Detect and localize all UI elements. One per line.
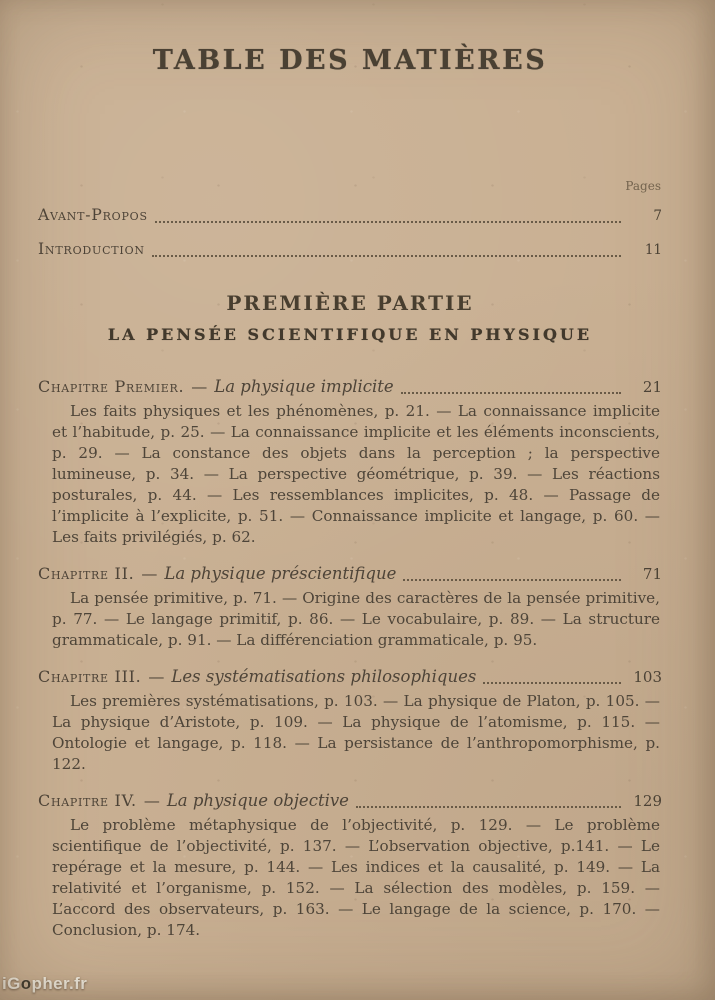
page-number: 11 xyxy=(644,242,662,258)
page-title: TABLE DES MATIÈRES xyxy=(152,45,548,76)
chapter-entry-4 xyxy=(38,789,662,941)
page-number: 129 xyxy=(633,792,662,810)
watermark-text-post: pher.fr xyxy=(31,974,88,993)
chapter-title: La physique objective xyxy=(166,791,349,810)
leader-dots xyxy=(356,806,621,808)
chapter-label: Chapitre IV. xyxy=(38,791,137,810)
chapter-heading xyxy=(38,789,662,813)
leader-dots xyxy=(401,392,621,394)
leader-dots xyxy=(483,682,621,684)
chapter-separator: — xyxy=(143,791,160,810)
chapter-separator: — xyxy=(141,564,158,583)
chapter-heading xyxy=(38,562,662,586)
chapter-heading xyxy=(38,375,662,399)
front-matter-row-introduction xyxy=(38,237,662,262)
chapter-label: Chapitre III. xyxy=(38,667,142,686)
chapter-title: Les systématisations philosophiques xyxy=(171,667,477,686)
chapter-entry-2 xyxy=(38,562,662,651)
page-number: 71 xyxy=(642,565,662,583)
watermark-text-pre: iG xyxy=(2,974,21,993)
chapter-entry-3 xyxy=(38,665,662,775)
chapter-heading xyxy=(38,665,662,689)
chapter-title: La physique préscientifique xyxy=(164,564,397,583)
page-number: 103 xyxy=(633,668,662,686)
front-matter-label: Avant-Propos xyxy=(38,206,148,224)
page-number: 7 xyxy=(653,208,662,224)
front-matter-row-avant-propos xyxy=(38,203,662,228)
chapter-summary: Les premières systématisations, p. 103. — La physique de Platon, p. 105. — La physique d’Aristote, p. 109. — La physique de l’atomisme, p. 115. — Ontologie et langage, p. 118. — La persistance de l’anthropomorphisme, p. 122. xyxy=(52,692,660,773)
chapter-title: La physique implicite xyxy=(214,377,394,396)
part-title: PREMIÈRE PARTIE xyxy=(226,291,474,315)
chapter-summary: Les faits physiques et les phénomènes, p. 21. — La connaissance implicite et l’habitude, p. 25. — La connaissance implicite et les éléments inconscients, p. 29. — La constance des objets dans la perception ; la perspective lumineuse, p. 34. — La perspective géométrique, p. 39. — Les réactions posturales, p. 44. — Les ressemblances implicites, p. 48. — Passage de l’implicite à l’explicite, p. 51. — Connaissance implicite et langage, p. 60. — Les faits privilégiés, p. 62. xyxy=(52,402,660,546)
chapter-separator: — xyxy=(191,377,208,396)
leader-dots xyxy=(155,221,621,223)
leader-dots xyxy=(152,255,621,257)
chapter-entry-1 xyxy=(38,375,662,548)
chapter-summary: La pensée primitive, p. 71. — Origine des caractères de la pensée primitive, p. 77. — Le langage primitif, p. 86. — Le vocabulaire, p. 89. — La structure grammaticale, p. 91. — La différenciation grammaticale, p. 95. xyxy=(52,589,660,649)
part-subtitle: LA PENSÉE SCIENTIFIQUE EN PHYSIQUE xyxy=(107,325,593,344)
globe-icon: o xyxy=(20,974,32,993)
front-matter-label: Introduction xyxy=(38,240,145,258)
chapter-summary: Le problème métaphysique de l’objectivité, p. 129. — Le problème scientifique de l’objectivité, p. 137. — L’observation objective, p.141. — Le repérage et la mesure, p. 144. — Les indices et la causalité, p. 149. — La relativité et l’organisme, p. 152. — La sélection des modèles, p. 159. — L’accord des observateurs, p. 163. — Le langage de la science, p. 170. — Conclusion, p. 174. xyxy=(52,816,660,939)
chapter-separator: — xyxy=(148,667,165,686)
pages-column-label: Pages xyxy=(625,179,661,193)
watermark xyxy=(2,974,87,994)
chapter-label: Chapitre II. xyxy=(38,564,135,583)
chapter-label: Chapitre Premier. xyxy=(38,377,185,396)
leader-dots xyxy=(403,579,621,581)
page-number: 21 xyxy=(642,378,662,396)
